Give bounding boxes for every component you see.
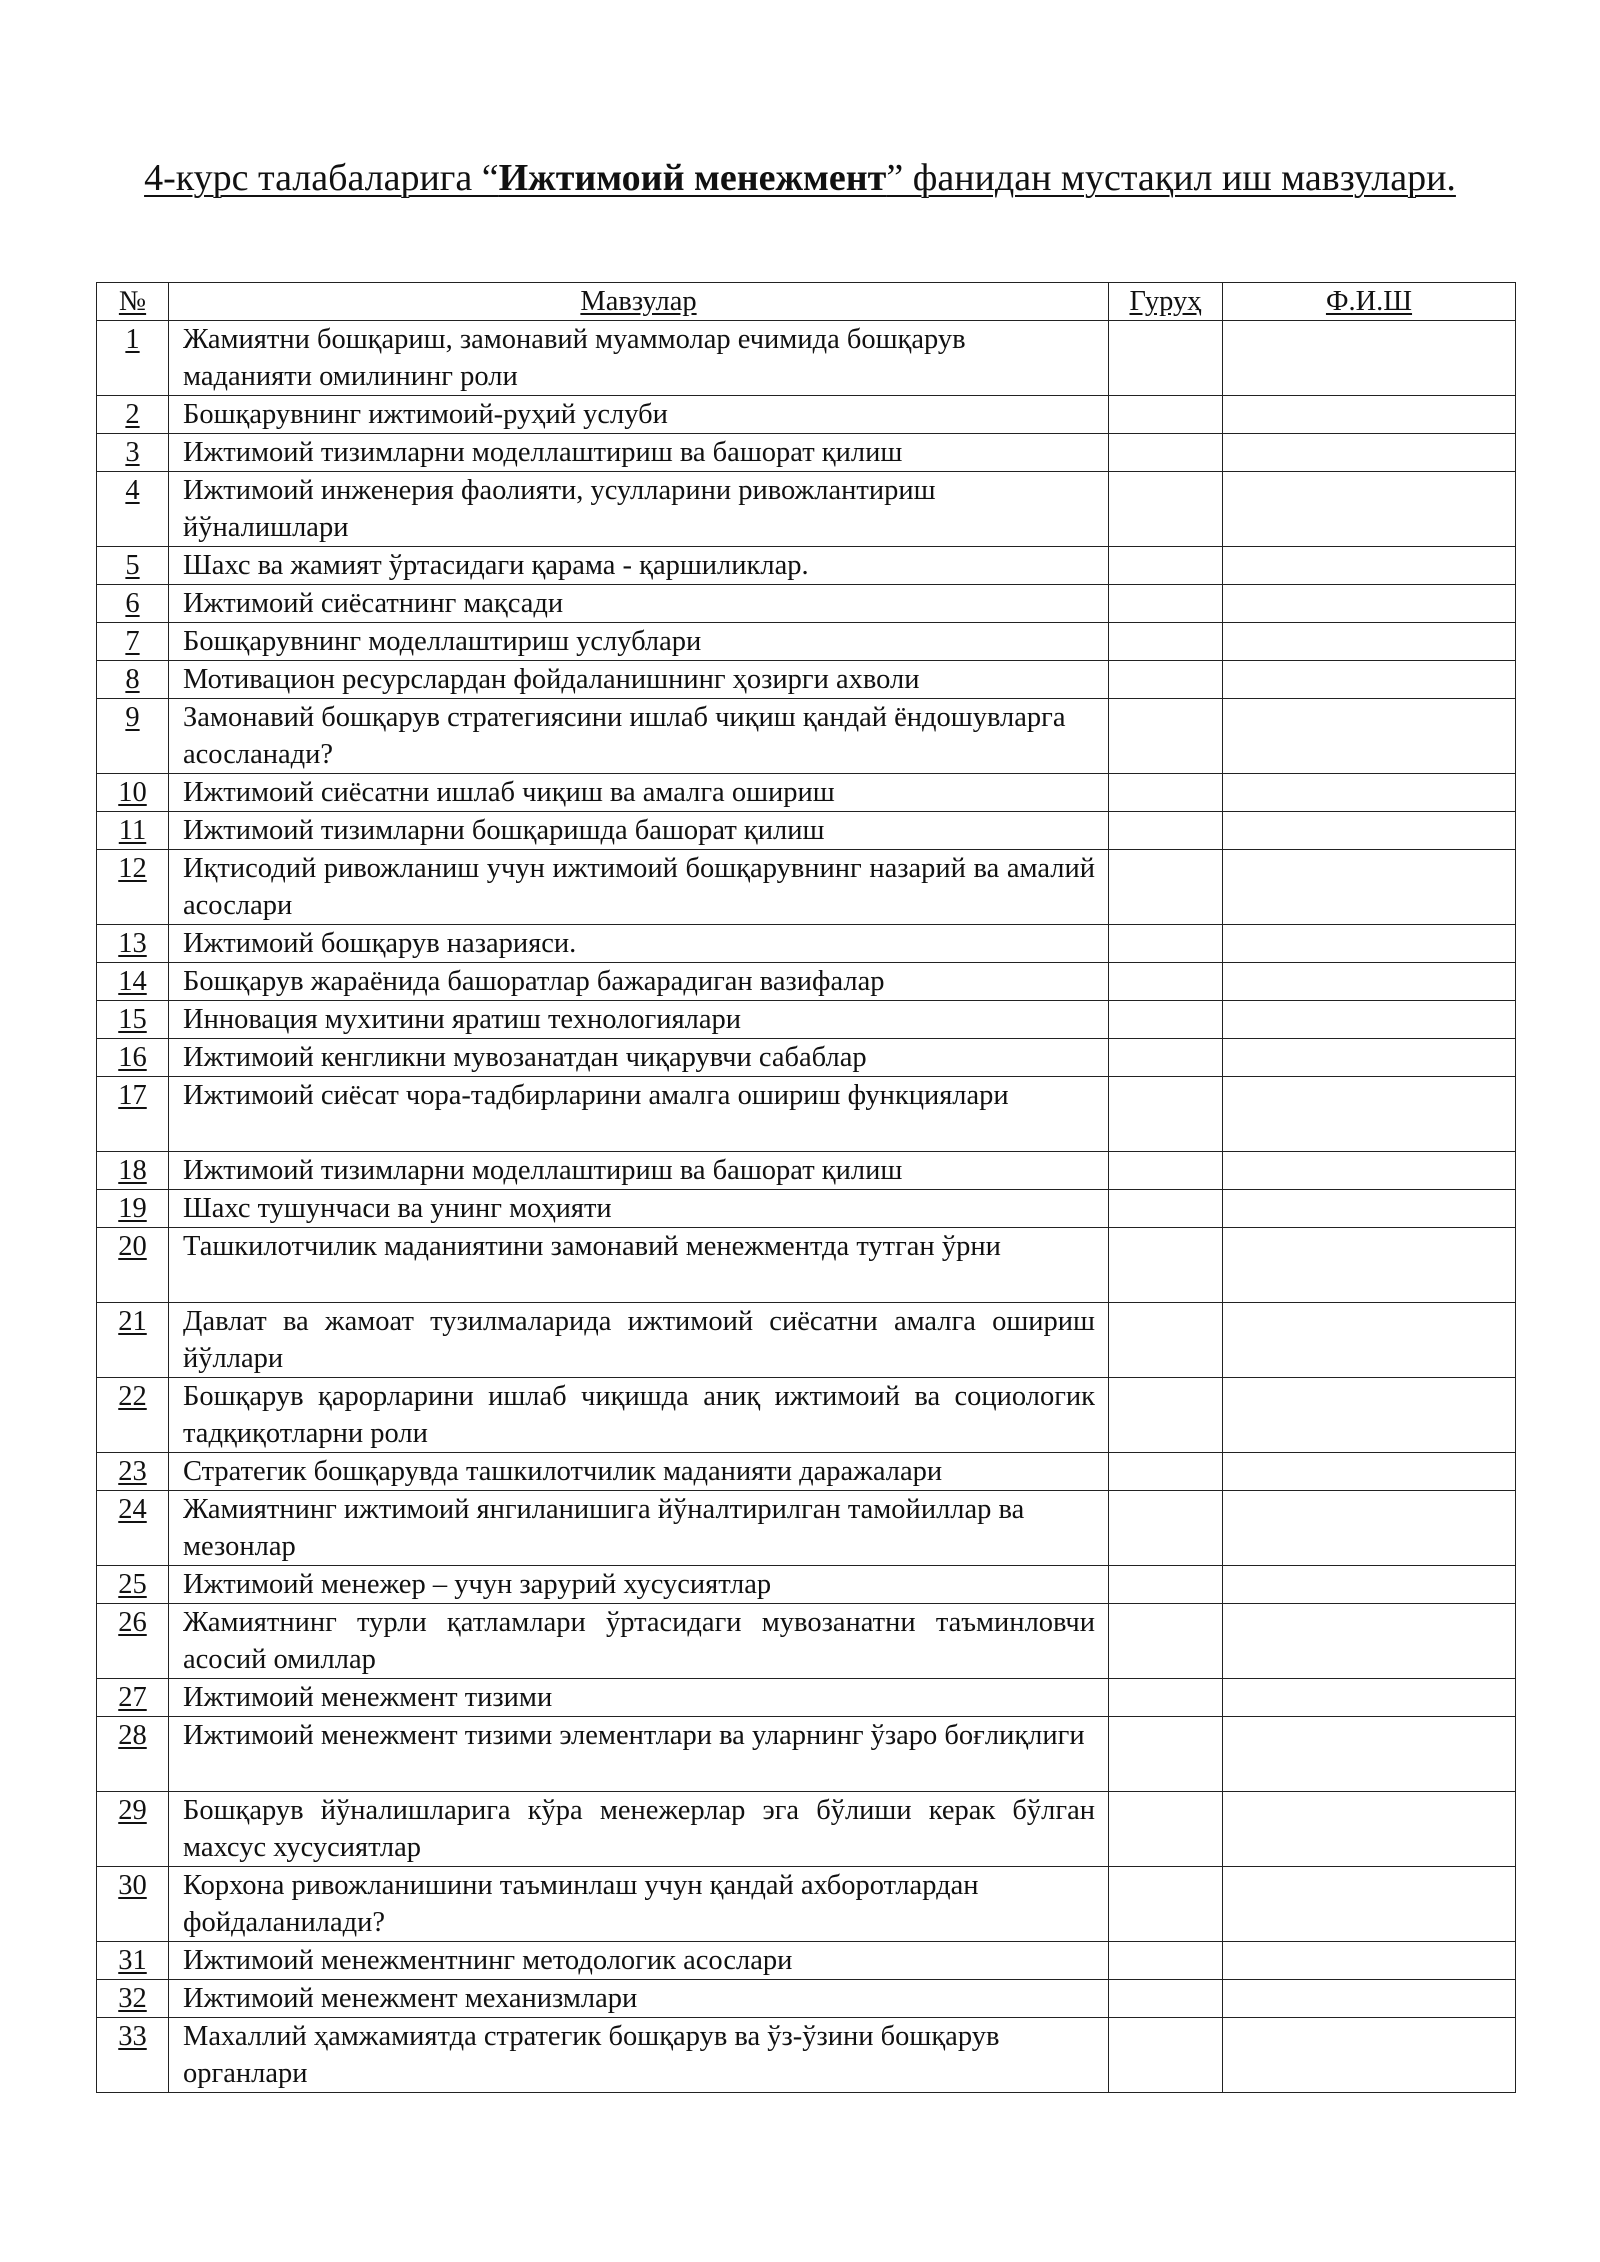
table-row [97,699,1516,774]
full-name-cell [1223,1867,1516,1942]
full-name-cell [1223,1491,1516,1566]
row-number: 30 [97,1867,169,1942]
row-number: 18 [97,1152,169,1190]
table-row [97,774,1516,812]
row-number: 5 [97,547,169,585]
group-cell [1109,774,1223,812]
topic-cell: Жамиятни бошқариш, замонавий муаммолар ечимида бошқарув маданияти омилининг роли [169,321,1109,396]
topic-cell: Ижтимоий менежмент механизмлари [169,1980,1109,2018]
group-cell [1109,963,1223,1001]
header-topics: Мавзулар [169,283,1109,321]
full-name-cell [1223,434,1516,472]
topic-cell: Бошқарувнинг ижтимоий-руҳий услуби [169,396,1109,434]
full-name-cell [1223,699,1516,774]
group-cell [1109,585,1223,623]
row-number: 29 [97,1792,169,1867]
group-cell [1109,547,1223,585]
topic-cell: Бошқарувнинг моделлаштириш услублари [169,623,1109,661]
group-cell [1109,1378,1223,1453]
group-cell [1109,321,1223,396]
full-name-cell [1223,661,1516,699]
table-row [97,1303,1516,1378]
row-number: 14 [97,963,169,1001]
row-number: 8 [97,661,169,699]
topic-cell: Инновация мухитини яратиш технологиялари [169,1001,1109,1039]
table-row [97,1980,1516,2018]
table-row [97,321,1516,396]
row-number: 24 [97,1491,169,1566]
group-cell [1109,2018,1223,2093]
topic-cell: Ижтимоий сиёсатнинг мақсади [169,585,1109,623]
row-number: 13 [97,925,169,963]
group-cell [1109,850,1223,925]
topics-table-body [97,321,1516,2093]
row-number: 7 [97,623,169,661]
full-name-cell [1223,1792,1516,1867]
row-number: 20 [97,1228,169,1303]
topic-cell: Ижтимоий менежментнинг методологик асослари [169,1942,1109,1980]
table-row [97,1604,1516,1679]
topic-cell: Ижтимоий менежер – учун зарурий хусусиятлар [169,1566,1109,1604]
topic-cell: Ижтимоий тизимларни моделлаштириш ва башорат қилиш [169,1152,1109,1190]
table-row [97,1679,1516,1717]
group-cell [1109,1453,1223,1491]
table-row [97,1717,1516,1792]
table-row [97,661,1516,699]
full-name-cell [1223,1001,1516,1039]
topic-cell: Давлат ва жамоат тузилмаларида ижтимоий сиёсатни амалга ошириш йўллари [169,1303,1109,1378]
group-cell [1109,1303,1223,1378]
topic-cell: Ташкилотчилик маданиятини замонавий менежментда тутган ўрни [169,1228,1109,1303]
group-cell [1109,472,1223,547]
full-name-cell [1223,1039,1516,1077]
group-cell [1109,1792,1223,1867]
full-name-cell [1223,963,1516,1001]
row-number: 15 [97,1001,169,1039]
row-number: 6 [97,585,169,623]
topic-cell: Иқтисодий ривожланиш учун ижтимоий бошқарувнинг назарий ва амалий асослари [169,850,1109,925]
row-number: 1 [97,321,169,396]
group-cell [1109,396,1223,434]
table-row [97,850,1516,925]
group-cell [1109,1491,1223,1566]
row-number: 32 [97,1980,169,2018]
group-cell [1109,1980,1223,2018]
group-cell [1109,1001,1223,1039]
table-row [97,585,1516,623]
full-name-cell [1223,1942,1516,1980]
topic-cell: Жамиятнинг ижтимоий янгиланишига йўналтирилган тамойиллар ва мезонлар [169,1491,1109,1566]
header-full-name: Ф.И.Ш [1223,283,1516,321]
full-name-cell [1223,1152,1516,1190]
full-name-cell [1223,472,1516,547]
table-row [97,1077,1516,1152]
topic-cell: Стратегик бошқарувда ташкилотчилик маданияти даражалари [169,1453,1109,1491]
topic-cell: Жамиятнинг турли қатламлари ўртасидаги мувозанатни таъминловчи асосий омиллар [169,1604,1109,1679]
row-number: 27 [97,1679,169,1717]
row-number: 16 [97,1039,169,1077]
topic-cell: Бошқарув қарорларини ишлаб чиқишда аниқ ижтимоий ва социологик тадқиқотларни роли [169,1378,1109,1453]
group-cell [1109,1566,1223,1604]
full-name-cell [1223,585,1516,623]
row-number: 23 [97,1453,169,1491]
full-name-cell [1223,1717,1516,1792]
topic-cell: Ижтимоий инженерия фаолияти, усулларини ривожлантириш йўналишлари [169,472,1109,547]
group-cell [1109,1679,1223,1717]
row-number: 11 [97,812,169,850]
full-name-cell [1223,1566,1516,1604]
full-name-cell [1223,1228,1516,1303]
row-number: 9 [97,699,169,774]
title-suffix: ” фанидан мустақил иш мавзулари. [886,157,1456,199]
group-cell [1109,1604,1223,1679]
table-row [97,1942,1516,1980]
table-row [97,1867,1516,1942]
full-name-cell [1223,1378,1516,1453]
full-name-cell [1223,321,1516,396]
full-name-cell [1223,925,1516,963]
full-name-cell [1223,812,1516,850]
topic-cell: Замонавий бошқарув стратегиясини ишлаб чиқиш қандай ёндошувларга асосланади? [169,699,1109,774]
row-number: 10 [97,774,169,812]
topic-cell: Ижтимоий кенгликни мувозанатдан чиқарувчи сабаблар [169,1039,1109,1077]
group-cell [1109,925,1223,963]
table-row [97,1491,1516,1566]
topic-cell: Ижтимоий сиёсатни ишлаб чиқиш ва амалга ошириш [169,774,1109,812]
title-prefix: 4-курс талабаларига “ [144,157,499,199]
topic-cell: Ижтимоий бошқарув назарияси. [169,925,1109,963]
topic-cell: Корхона ривожланишини таъминлаш учун қандай ахборотлардан фойдаланилади? [169,1867,1109,1942]
topic-cell: Мотивацион ресурслардан фойдаланишнинг ҳозирги ахволи [169,661,1109,699]
group-cell [1109,623,1223,661]
row-number: 31 [97,1942,169,1980]
table-row [97,812,1516,850]
full-name-cell [1223,623,1516,661]
topic-cell: Бошқарув жараёнида башоратлар бажарадиган вазифалар [169,963,1109,1001]
header-number: № [97,283,169,321]
table-row [97,1566,1516,1604]
full-name-cell [1223,2018,1516,2093]
row-number: 17 [97,1077,169,1152]
table-row [97,1378,1516,1453]
table-row [97,1453,1516,1491]
topic-cell: Шахс ва жамият ўртасидаги қарама - қаршиликлар. [169,547,1109,585]
group-cell [1109,699,1223,774]
row-number: 4 [97,472,169,547]
full-name-cell [1223,850,1516,925]
full-name-cell [1223,547,1516,585]
full-name-cell [1223,1980,1516,2018]
table-row [97,472,1516,547]
group-cell [1109,1039,1223,1077]
table-row [97,547,1516,585]
row-number: 2 [97,396,169,434]
topic-cell: Ижтимоий сиёсат чора-тадбирларини амалга ошириш функциялари [169,1077,1109,1152]
full-name-cell [1223,1604,1516,1679]
row-number: 19 [97,1190,169,1228]
table-row [97,963,1516,1001]
table-row [97,1190,1516,1228]
row-number: 26 [97,1604,169,1679]
table-row [97,396,1516,434]
table-row [97,1792,1516,1867]
row-number: 3 [97,434,169,472]
full-name-cell [1223,1190,1516,1228]
table-row [97,434,1516,472]
group-cell [1109,661,1223,699]
topic-cell: Ижтимоий тизимларни моделлаштириш ва башорат қилиш [169,434,1109,472]
group-cell [1109,1867,1223,1942]
group-cell [1109,1077,1223,1152]
full-name-cell [1223,1453,1516,1491]
group-cell [1109,434,1223,472]
topic-cell: Ижтимоий тизимларни бошқаришда башорат қилиш [169,812,1109,850]
full-name-cell [1223,1679,1516,1717]
topic-cell: Ижтимоий менежмент тизими элементлари ва уларнинг ўзаро боғлиқлиги [169,1717,1109,1792]
full-name-cell [1223,1077,1516,1152]
row-number: 22 [97,1378,169,1453]
row-number: 33 [97,2018,169,2093]
group-cell [1109,1717,1223,1792]
full-name-cell [1223,1303,1516,1378]
group-cell [1109,1190,1223,1228]
table-row [97,2018,1516,2093]
row-number: 12 [97,850,169,925]
table-row [97,623,1516,661]
page-title [130,150,1470,206]
table-row [97,1001,1516,1039]
group-cell [1109,812,1223,850]
topic-cell: Бошқарув йўналишларига кўра менежерлар эга бўлиши керак бўлган махсус хусусиятлар [169,1792,1109,1867]
table-row [97,1039,1516,1077]
full-name-cell [1223,396,1516,434]
topic-cell: Шахс тушунчаси ва унинг моҳияти [169,1190,1109,1228]
table-row [97,925,1516,963]
table-row [97,1152,1516,1190]
group-cell [1109,1942,1223,1980]
topic-cell: Махаллий ҳамжамиятда стратегик бошқарув ва ўз-ўзини бошқарув органлари [169,2018,1109,2093]
title-subject: Ижтимоий менежмент [498,157,887,199]
topic-cell: Ижтимоий менежмент тизими [169,1679,1109,1717]
group-cell [1109,1228,1223,1303]
full-name-cell [1223,774,1516,812]
header-group: Гуруҳ [1109,283,1223,321]
row-number: 21 [97,1303,169,1378]
row-number: 25 [97,1566,169,1604]
table-header-row [97,283,1516,321]
group-cell [1109,1152,1223,1190]
topics-table [96,282,1516,2093]
table-row [97,1228,1516,1303]
row-number: 28 [97,1717,169,1792]
